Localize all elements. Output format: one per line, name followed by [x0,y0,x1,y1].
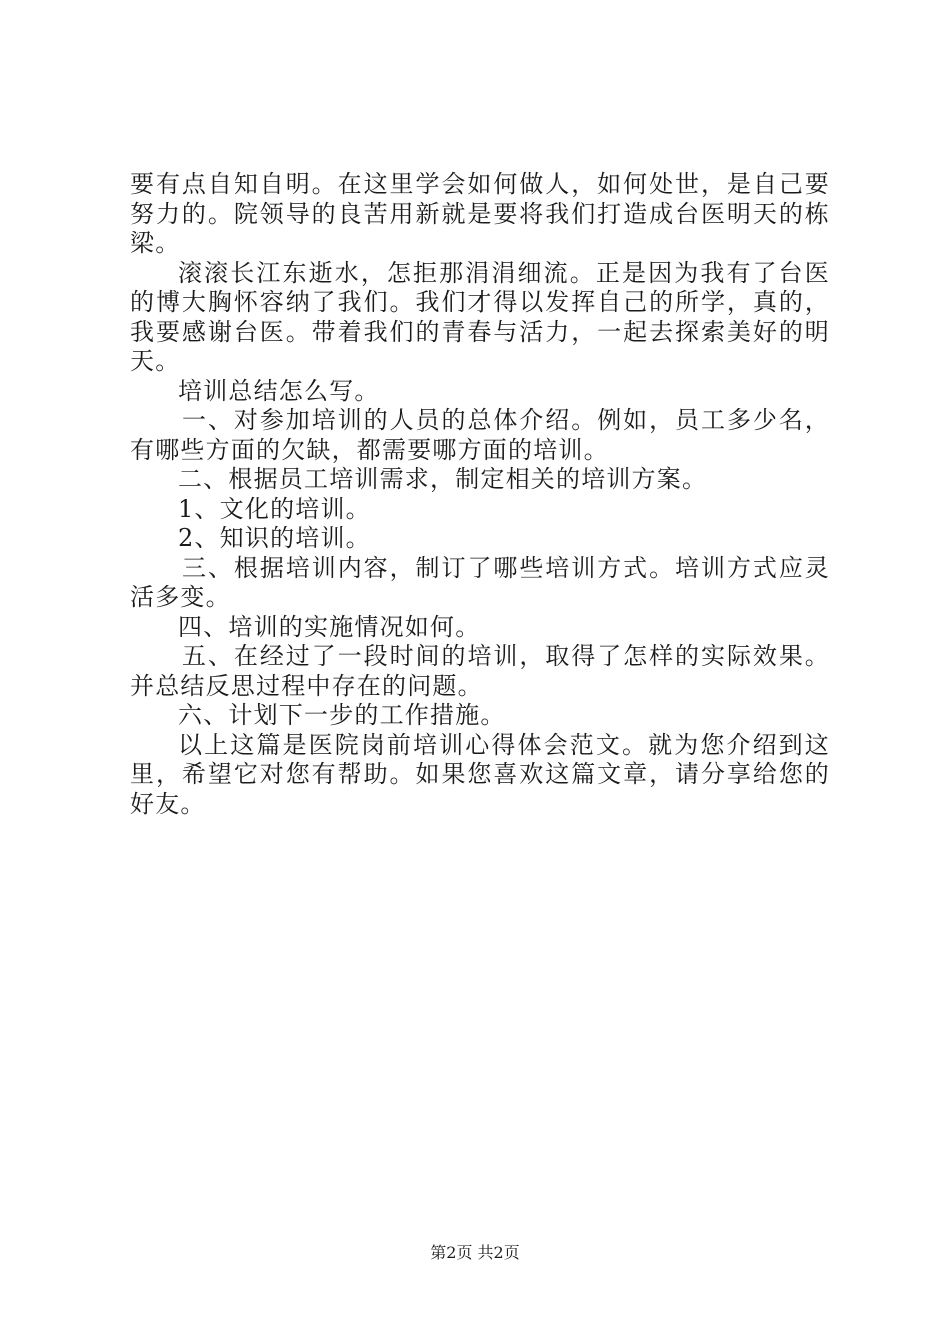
paragraph-7: 2、知识的培训。 [178,524,371,552]
paragraph-12: 以上这篇是医院岗前培训心得体会范文。就为您介绍到这里，希望它对您有帮助。如果您喜欢这篇文章，请分享给您的好友。 [130,730,830,818]
paragraph-3: 培训总结怎么写。 [178,376,380,405]
page-footer [0,1243,950,1263]
paragraph-5: 二、根据员工培训需求，制定相关的培训方案。 [178,465,708,493]
document-body [130,170,830,819]
page-number-label: 第2页 共2页 [430,1243,520,1262]
paragraph-4: 一、对参加培训的人员的总体介绍。例如，员工多少名，有哪些方面的欠缺，都需要哪方面的培训。 [130,406,830,464]
paragraph-11: 六、计划下一步的工作措施。 [178,701,506,729]
paragraph-8: 三、根据培训内容，制订了哪些培训方式。培训方式应灵活多变。 [130,553,830,611]
paragraph-10: 五、在经过了一段时间的培训，取得了怎样的实际效果。并总结反思过程中存在的问题。 [130,642,830,700]
paragraph-1: 要有点自知自明。在这里学会如何做人，如何处世，是自己要努力的。院领导的良苦用新就是要将我们打造成台医明天的栋梁。 [130,170,830,257]
paragraph-6: 1、文化的培训。 [178,494,371,523]
paragraph-9: 四、培训的实施情况如何。 [178,612,481,641]
paragraph-2: 滚滚长江东逝水，怎拒那涓涓细流。正是因为我有了台医的博大胸怀容纳了我们。我们才得以发挥自己的所学，真的，我要感谢台医。带着我们的青春与活力，一起去探索美好的明天。 [130,258,830,375]
